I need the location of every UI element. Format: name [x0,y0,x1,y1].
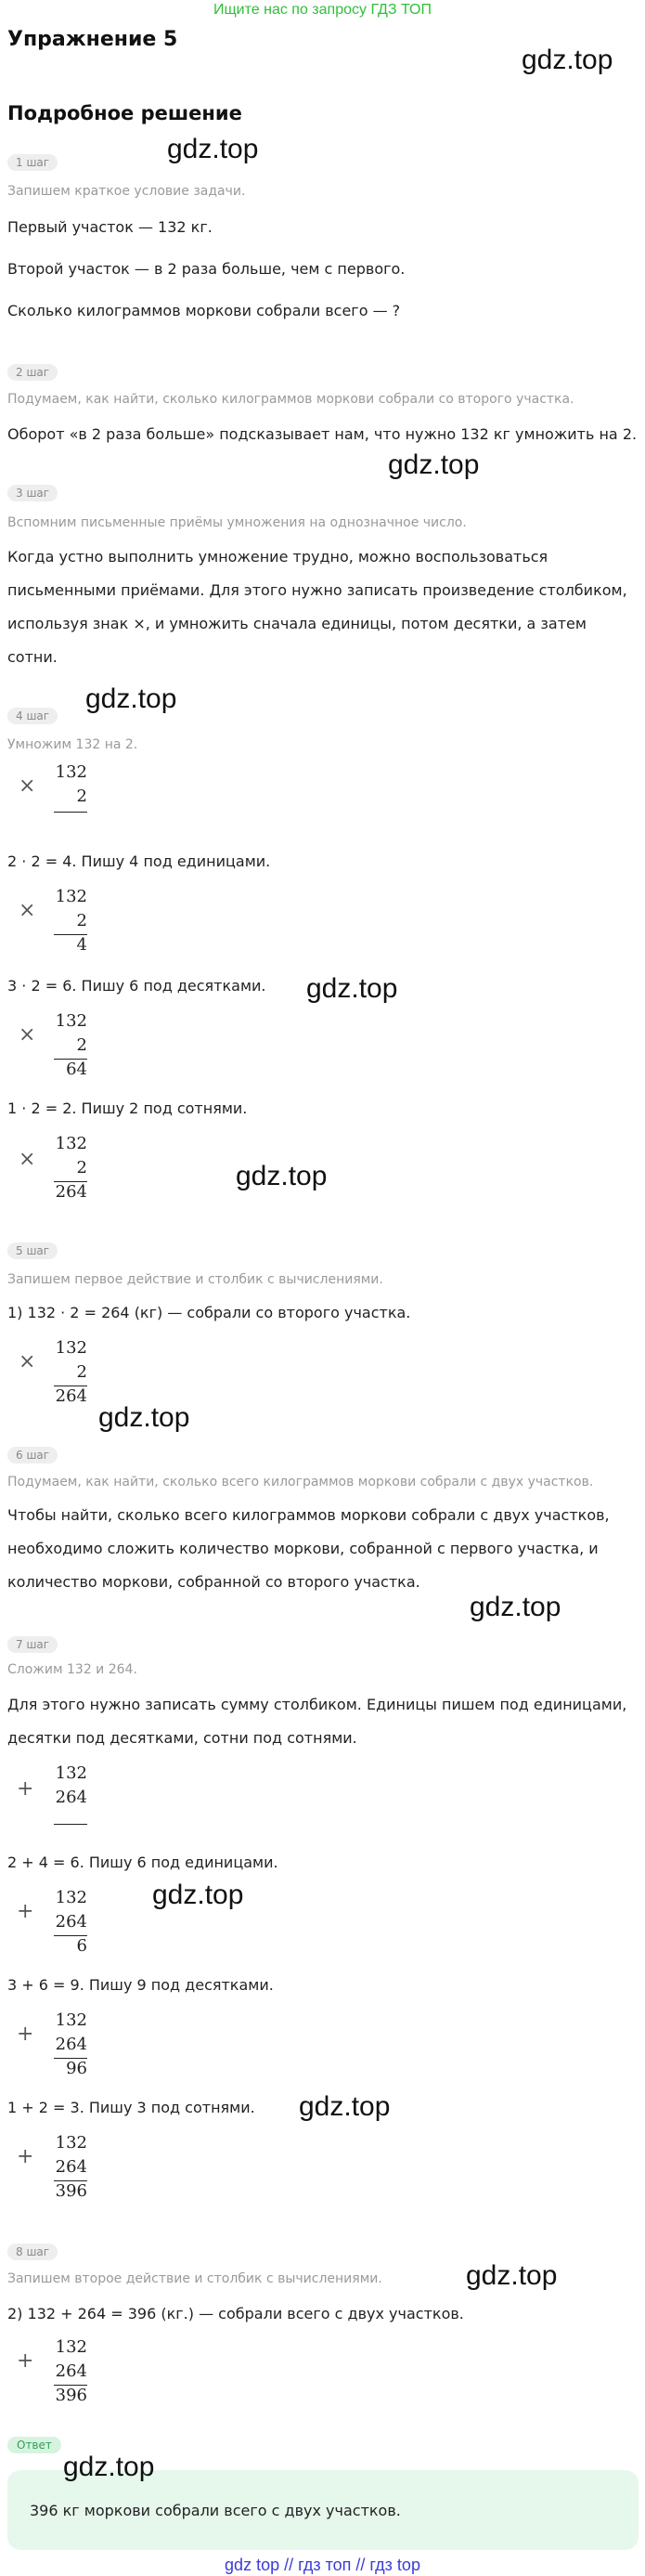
multiply-sign: × [19,899,36,922]
addend-2: 264 [55,1912,87,1932]
multiply-sign: × [19,774,36,798]
addend-1: 132 [55,2337,87,2357]
step-hint: Вспомним письменные приёмы умножения на однозначное число. [7,515,467,530]
column-line [54,1824,87,1825]
multiplicand: 132 [55,1338,87,1358]
step-text: используя знак ×, и умножить сначала единицы, потом десятки, а затем [7,615,587,632]
step-hint: Запишем первое действие и столбик с вычислениями. [7,1272,383,1287]
step-text: Оборот «в 2 раза больше» подсказывает нам, что нужно 132 кг умножить на 2. [7,425,638,443]
multiply-sign: × [19,1350,36,1373]
column-result: 96 [66,2059,87,2078]
addend-2: 264 [55,2361,87,2381]
step-hint: Подумаем, как найти, сколько килограммов моркови собрали со второго участка. [7,392,574,407]
column-result: 264 [55,1182,87,1202]
step-text: 1) 132 · 2 = 264 (кг) — собрали со второго участка. [7,1304,411,1321]
step-label: 6 шаг [7,1447,58,1464]
plus-sign: + [17,2349,34,2373]
step-text: десятки под десятками, сотни под сотнями. [7,1729,357,1747]
multiplier: 2 [76,1035,87,1055]
step-text: Сколько килограммов моркови собрали всего — ? [7,302,401,319]
watermark: gdz.top [470,1592,561,1622]
plus-sign: + [17,2023,34,2046]
footer-links[interactable]: gdz top // гдз топ // гдз top [225,2556,420,2574]
step-text: необходимо сложить количество моркови, собранной с первого участка, и [7,1540,599,1557]
step-text: 2 + 4 = 6. Пишу 6 под единицами. [7,1854,278,1871]
addend-1: 132 [55,2010,87,2030]
step-label: 1 шаг [7,154,58,171]
step-text: 2) 132 + 264 = 396 (кг.) — собрали всего с двух участков. [7,2305,464,2322]
plus-sign: + [17,2145,34,2168]
column-result: 396 [55,2181,87,2201]
step-label: 3 шаг [7,485,58,501]
step-text: Для этого нужно записать сумму столбиком. Единицы пишем под единицами, [7,1696,627,1713]
watermark: gdz.top [85,683,177,714]
step-text: 3 + 6 = 9. Пишу 9 под десятками. [7,1976,274,1994]
addend-1: 132 [55,2133,87,2153]
addend-1: 132 [55,1888,87,1907]
column-result: 4 [76,935,87,955]
step-label: 8 шаг [7,2244,58,2260]
multiplicand: 132 [55,1134,87,1153]
step-label: 4 шаг [7,708,58,724]
watermark: gdz.top [236,1161,328,1191]
step-text: количество моркови, собранной со второго участка. [7,1573,420,1591]
watermark: gdz.top [306,973,398,1004]
step-text: Первый участок — 132 кг. [7,218,213,236]
column-result: 396 [55,2386,87,2405]
watermark: gdz.top [152,1880,244,1910]
step-text: 2 · 2 = 4. Пишу 4 под единицами. [7,852,271,870]
step-label: 2 шаг [7,364,58,381]
step-hint: Запишем краткое условие задачи. [7,184,246,199]
watermark: gdz.top [466,2260,558,2291]
multiplier: 2 [76,787,87,806]
solution-title: Подробное решение [7,102,242,124]
step-text: Второй участок — в 2 раза больше, чем с первого. [7,260,406,278]
multiplicand: 132 [55,1011,87,1031]
multiplier: 2 [76,911,87,930]
step-text: Чтобы найти, сколько всего килограммов моркови собрали с двух участков, [7,1506,610,1524]
exercise-title: Упражнение 5 [7,28,178,51]
multiplicand: 132 [55,762,87,782]
step-hint: Умножим 132 на 2. [7,737,138,752]
watermark: gdz.top [98,1402,190,1433]
multiply-sign: × [19,1148,36,1171]
step-text: сотни. [7,648,58,666]
step-hint: Сложим 132 и 264. [7,1662,137,1677]
watermark: gdz.top [167,134,259,164]
watermark: gdz.top [63,2452,155,2482]
multiplier: 2 [76,1158,87,1177]
step-hint: Подумаем, как найти, сколько всего килограммов моркови собрали с двух участков. [7,1475,594,1490]
step-text: 1 + 2 = 3. Пишу 3 под сотнями. [7,2099,255,2116]
addend-2: 264 [55,2035,87,2054]
step-text: письменными приёмами. Для этого нужно записать произведение столбиком, [7,581,627,599]
step-text: 3 · 2 = 6. Пишу 6 под десятками. [7,977,266,995]
step-hint: Запишем второе действие и столбик с вычислениями. [7,2271,382,2286]
column-result: 264 [55,1386,87,1406]
multiplier: 2 [76,1362,87,1382]
step-text: 1 · 2 = 2. Пишу 2 под сотнями. [7,1099,248,1117]
top-banner[interactable]: Ищите нас по запросу ГДЗ ТОП [213,2,432,18]
watermark: gdz.top [388,449,480,480]
step-label: 7 шаг [7,1636,58,1653]
watermark: gdz.top [522,45,613,75]
addend-2: 264 [55,2157,87,2177]
step-text: Когда устно выполнить умножение трудно, можно воспользоваться [7,548,548,566]
column-line [54,812,87,813]
multiply-sign: × [19,1023,36,1047]
plus-sign: + [17,1777,34,1801]
step-label: 5 шаг [7,1242,58,1259]
plus-sign: + [17,1900,34,1923]
column-result: 64 [66,1060,87,1079]
answer-text: 396 кг моркови собрали всего с двух участков. [30,2502,401,2519]
column-result: 6 [76,1936,87,1956]
watermark: gdz.top [299,2091,391,2122]
addend-1: 132 [55,1763,87,1783]
addend-2: 264 [55,1788,87,1807]
answer-label: Ответ [7,2437,61,2453]
multiplicand: 132 [55,887,87,906]
